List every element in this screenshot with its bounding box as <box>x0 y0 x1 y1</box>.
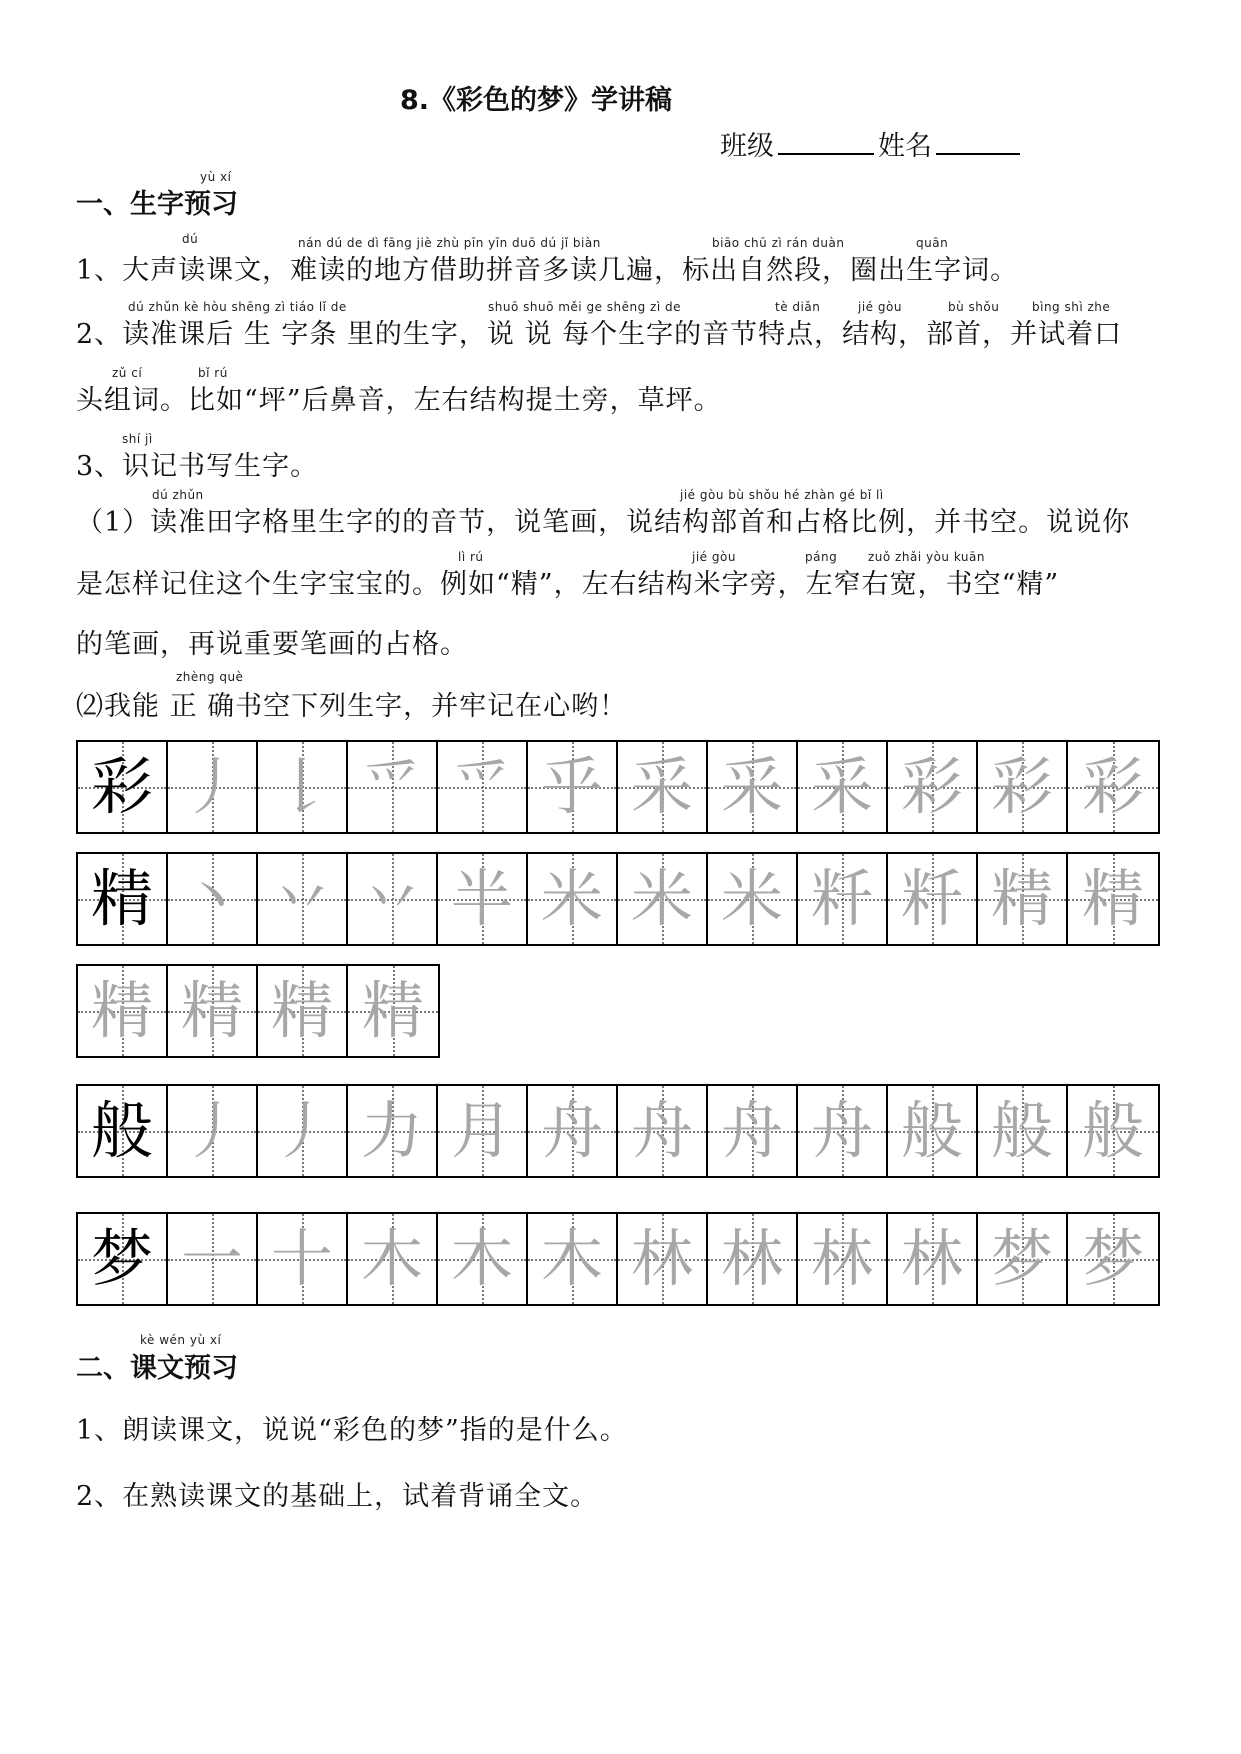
sub1-line1: （1）读准田字格里生字的的音节，说笔画，说结构部首和占格比例，并书空。说说你 <box>76 507 1131 538</box>
tianzige-cell <box>798 742 888 832</box>
sub1-pinyin-2: jié gòu bù shǒu hé zhàn gé bǐ lì <box>680 488 884 502</box>
trace-stroke-character: 般 <box>1081 1094 1144 1167</box>
sub1-pinyin-4: jié gòu <box>692 550 736 564</box>
trace-stroke-character: 舟 <box>810 1094 873 1167</box>
tianzige-cell <box>1068 742 1158 832</box>
tianzige-cell <box>1068 1086 1158 1176</box>
class-name-line <box>720 124 1024 163</box>
class-label: 班级 <box>720 131 774 162</box>
item1-pinyin-2: nán dú de dì fāng jiè zhù pīn yīn duō dú jǐ biàn <box>298 236 601 250</box>
trace-stroke-character: 半 <box>450 862 513 935</box>
tianzige-cell <box>528 1086 618 1176</box>
tianzige-cell <box>258 854 348 944</box>
tianzige-grid-meng <box>76 1212 1160 1306</box>
trace-stroke-character: 林 <box>810 1222 873 1295</box>
sub1-pinyin-5: páng <box>805 550 838 564</box>
trace-stroke-character: 爫 <box>450 750 513 823</box>
trace-stroke-character: 舟 <box>720 1094 783 1167</box>
item2-pinyin-4: jié gòu <box>858 300 902 314</box>
sub2-text: ⑵我能 正 确书空下列生字，并牢记在心哟！ <box>76 691 628 722</box>
tianzige-cell <box>708 1086 798 1176</box>
tianzige-cell <box>438 1086 528 1176</box>
trace-stroke-character: 木 <box>360 1222 423 1295</box>
tianzige-cell <box>258 742 348 832</box>
item1-pinyin-1: dú <box>182 232 199 246</box>
tianzige-cell <box>708 854 798 944</box>
tianzige-cell <box>618 1086 708 1176</box>
trace-stroke-character: 林 <box>900 1222 963 1295</box>
trace-stroke-character: 丿 <box>180 750 243 823</box>
tianzige-cell <box>528 742 618 832</box>
tianzige-cell <box>978 1214 1068 1304</box>
tianzige-cell <box>978 742 1068 832</box>
tianzige-grid-ban <box>76 1084 1160 1178</box>
trace-stroke-character: 般 <box>990 1094 1053 1167</box>
item2-pinyin-6: bìng shì zhe <box>1032 300 1111 314</box>
tianzige-cell <box>618 742 708 832</box>
model-character: 精 <box>90 862 153 935</box>
tianzige-cell <box>348 742 438 832</box>
section2-pinyin: kè wén yù xí <box>140 1333 222 1347</box>
trace-stroke-character: 彩 <box>900 750 963 823</box>
trace-stroke-character: 精 <box>361 974 424 1047</box>
trace-stroke-character: 彩 <box>1081 750 1144 823</box>
trace-stroke-character: 精 <box>90 974 153 1047</box>
tianzige-cell <box>708 742 798 832</box>
item2-pinyin-3: tè diǎn <box>775 300 821 314</box>
trace-stroke-character: 乎 <box>540 750 603 823</box>
trace-stroke-character: 梦 <box>990 1222 1053 1295</box>
part2-item2: 2、在熟读课文的基础上，试着背诵全文。 <box>76 1481 599 1512</box>
tianzige-cell <box>348 854 438 944</box>
trace-stroke-character: 一 <box>180 1222 243 1295</box>
sub1-pinyin-3: lì rú <box>458 550 484 564</box>
sub2-pinyin: zhèng què <box>176 670 244 684</box>
name-blank[interactable] <box>936 152 1020 155</box>
trace-stroke-character: 十 <box>270 1222 333 1295</box>
tianzige-cell <box>888 1214 978 1304</box>
trace-stroke-character: 采 <box>630 750 693 823</box>
tianzige-cell <box>168 966 258 1056</box>
tianzige-cell <box>168 854 258 944</box>
sub1-pinyin-1: dú zhǔn <box>152 488 204 502</box>
tianzige-cell <box>438 854 528 944</box>
tianzige-cell <box>78 742 168 832</box>
part2-item1: 1、朗读课文，说说“彩色的梦”指的是什么。 <box>76 1415 628 1446</box>
tianzige-cell <box>348 1214 438 1304</box>
tianzige-cell <box>888 742 978 832</box>
tianzige-cell <box>798 1214 888 1304</box>
trace-stroke-character: 爫 <box>360 750 423 823</box>
trace-stroke-character: 林 <box>720 1222 783 1295</box>
tianzige-cell <box>78 966 168 1056</box>
tianzige-cell <box>528 1214 618 1304</box>
trace-stroke-character: 木 <box>540 1222 603 1295</box>
tianzige-cell <box>888 1086 978 1176</box>
trace-stroke-character: 精 <box>270 974 333 1047</box>
trace-stroke-character: 丿 <box>270 1094 333 1167</box>
tianzige-cell <box>258 1086 348 1176</box>
section1-pinyin: yù xí <box>200 170 232 184</box>
tianzige-cell <box>348 966 438 1056</box>
section1-heading: 一、生字预习 <box>76 189 238 220</box>
tianzige-cell <box>1068 854 1158 944</box>
section2-heading: 二、课文预习 <box>76 1353 238 1384</box>
trace-stroke-character: 丷 <box>360 862 423 935</box>
tianzige-cell <box>78 854 168 944</box>
trace-stroke-character: 精 <box>990 862 1053 935</box>
tianzige-cell <box>798 854 888 944</box>
trace-stroke-character: 米 <box>630 862 693 935</box>
trace-stroke-character: 舟 <box>630 1094 693 1167</box>
trace-stroke-character: 般 <box>900 1094 963 1167</box>
trace-stroke-character: 丶 <box>180 862 243 935</box>
tianzige-cell <box>168 1086 258 1176</box>
tianzige-grid-jing-cont <box>76 964 440 1058</box>
tianzige-cell <box>168 1214 258 1304</box>
tianzige-cell <box>438 1214 528 1304</box>
trace-stroke-character: 丿 <box>180 1094 243 1167</box>
trace-stroke-character: 彩 <box>990 750 1053 823</box>
item2-pinyin-2: shuō shuō měi ge shēng zì de <box>488 300 681 314</box>
tianzige-grid-jing <box>76 852 1160 946</box>
item2-pinyin-8: bǐ rú <box>198 366 228 380</box>
model-character: 般 <box>90 1094 153 1167</box>
item1-pinyin-3: biāo chū zì rán duàn <box>712 236 845 250</box>
trace-stroke-character: 林 <box>630 1222 693 1295</box>
tianzige-cell <box>78 1214 168 1304</box>
tianzige-cell <box>78 1086 168 1176</box>
trace-stroke-character: 木 <box>450 1222 513 1295</box>
trace-stroke-character: 舟 <box>540 1094 603 1167</box>
tianzige-cell <box>798 1086 888 1176</box>
tianzige-cell <box>258 1214 348 1304</box>
trace-stroke-character: 梦 <box>1081 1222 1144 1295</box>
tianzige-cell <box>168 742 258 832</box>
tianzige-cell <box>528 854 618 944</box>
item2-line2: 头组词。比如“坪”后鼻音，左右结构提土旁，草坪。 <box>76 385 722 416</box>
sub1-line3: 的笔画，再说重要笔画的占格。 <box>76 629 468 660</box>
item2-pinyin-1: dú zhǔn kè hòu shēng zì tiáo lǐ de <box>128 300 347 314</box>
trace-stroke-character: 精 <box>1081 862 1144 935</box>
tianzige-cell <box>618 854 708 944</box>
sub1-line2: 是怎样记住这个生字宝宝的。例如“精”，左右结构米字旁，左窄右宽，书空“精” <box>76 569 1060 600</box>
trace-stroke-character: 米 <box>720 862 783 935</box>
tianzige-grid-cai <box>76 740 1160 834</box>
tianzige-cell <box>978 854 1068 944</box>
trace-stroke-character: 米 <box>540 862 603 935</box>
tianzige-cell <box>1068 1214 1158 1304</box>
model-character: 梦 <box>90 1222 153 1295</box>
item2-pinyin-5: bù shǒu <box>948 300 1000 314</box>
item1-text: 1、大声读课文，难读的地方借助拼音多读几遍，标出自然段，圈出生字词。 <box>76 255 1019 286</box>
sub1-pinyin-6: zuǒ zhǎi yòu kuān <box>868 550 985 564</box>
trace-stroke-character: 精 <box>180 974 243 1047</box>
name-label: 姓名 <box>878 131 932 162</box>
item2-pinyin-7: zǔ cí <box>112 366 143 380</box>
trace-stroke-character: 丷 <box>270 862 333 935</box>
class-blank[interactable] <box>778 152 874 155</box>
tianzige-cell <box>708 1214 798 1304</box>
page-title: 8.《彩色的梦》学讲稿 <box>399 85 673 116</box>
item3-text: 3、识记书写生字。 <box>76 451 319 482</box>
trace-stroke-character: 采 <box>810 750 873 823</box>
tianzige-cell <box>348 1086 438 1176</box>
trace-stroke-character: 粁 <box>810 862 873 935</box>
trace-stroke-character: 力 <box>360 1094 423 1167</box>
trace-stroke-character: 𠄌 <box>270 750 333 823</box>
trace-stroke-character: 月 <box>450 1094 513 1167</box>
tianzige-cell <box>978 1086 1068 1176</box>
tianzige-cell <box>888 854 978 944</box>
item2-line1: 2、读准课后 生 字条 里的生字，说 说 每个生字的音节特点，结构，部首，并试着口 <box>76 319 1123 350</box>
item1-pinyin-4: quān <box>916 236 949 250</box>
item3-pinyin: shí jì <box>122 432 153 446</box>
tianzige-cell <box>258 966 348 1056</box>
tianzige-cell <box>618 1214 708 1304</box>
model-character: 彩 <box>90 750 153 823</box>
tianzige-cell <box>438 742 528 832</box>
trace-stroke-character: 粁 <box>900 862 963 935</box>
trace-stroke-character: 采 <box>720 750 783 823</box>
